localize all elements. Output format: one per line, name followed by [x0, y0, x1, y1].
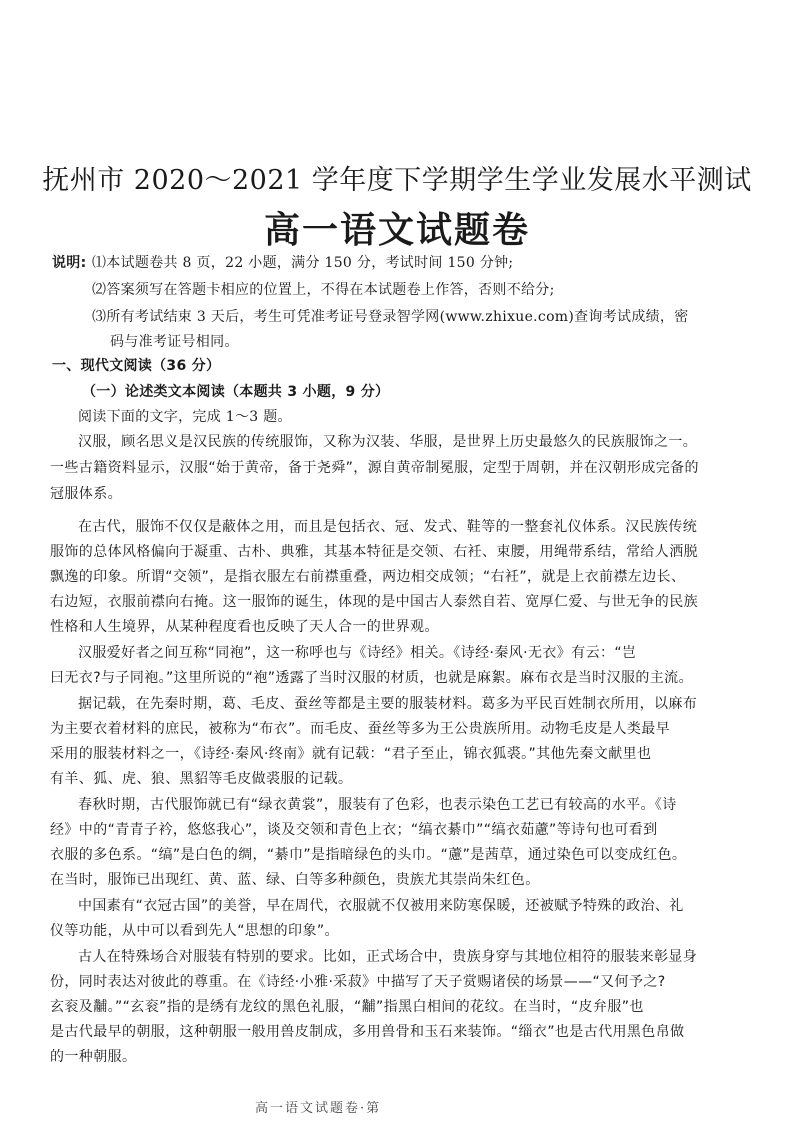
- passage-line: 的一种朝服。: [50, 1049, 137, 1065]
- passage-line: 春秋时期，古代服饰就已有“绿衣黄裳”，服装有了色彩，也表示染色工艺已有较高的水平。《诗: [78, 797, 677, 813]
- passage-line: 衣服的多色系。“缟”是白色的绸，“綦巾”是指暗绿色的头巾。“藘”是茜草，通过染色可以变成红色。: [50, 847, 687, 863]
- passage-line: 汉服爱好者之间互称“同袍”，这一称呼也与《诗经》相关。《诗经·秦风·无衣》有云：“岂: [78, 645, 637, 661]
- passage-line: 飘逸的印象。所谓“交领”，是指衣服左右前襟重叠，两边相交成领；“右衽”，就是上衣前襟左边长、: [50, 569, 686, 585]
- reading-prompt: 阅读下面的文字，完成 1～3 题。: [78, 409, 292, 425]
- instruction-item-2: ⑵答案须写在答题卡相应的位置上，不得在本试题卷上作答，否则不给分;: [92, 282, 555, 298]
- passage-line: 冠服体系。: [50, 486, 122, 502]
- passage-line: 性格和人生境界，从某种程度看也反映了天人合一的世界观。: [50, 619, 439, 635]
- page-footer: 高一语文试题卷·第: [255, 1101, 382, 1116]
- passage-line: 汉服，顾名思义是汉民族的传统服饰，又称为汉装、华服，是世界上历史最悠久的民族服饰之一。: [78, 434, 698, 450]
- exam-title: 抚州市 2020～2021 学年度下学期学生学业发展水平测试: [42, 165, 752, 196]
- section-heading: 一、现代文阅读（36 分）: [52, 358, 221, 374]
- passage-line: 为主要衣着材料的庶民，被称为“布衣”。而毛皮、蚕丝等多为王公贵族所用。动物毛皮是人类最早: [50, 721, 671, 737]
- instructions-label: 说明:: [52, 255, 87, 271]
- passage-line: 服饰的总体风格偏向于凝重、古朴、典雅，其基本特征是交领、右衽、束腰，用绳带系结，常给人洒脱: [50, 544, 698, 560]
- passage-line: 玄衮及黼。”“玄衮”指的是绣有龙纹的黑色礼服，“黼”指黑白相间的花纹。在当时，“皮弁服”也: [50, 999, 644, 1015]
- passage-line: 古人在特殊场合对服装有特别的要求。比如，正式场合中，贵族身穿与其地位相符的服装来彰显身: [78, 949, 698, 965]
- passage-line: 一些古籍资料显示，汉服“始于黄帝，备于尧舜”，源自黄帝制冕服，定型于周朝，并在汉朝形成完备的: [50, 460, 699, 476]
- passage-line: 据记载，在先秦时期，葛、毛皮、蚕丝等都是主要的服装材料。葛多为平民百姓制衣所用，以麻布: [78, 696, 698, 712]
- passage-line: 右边短，衣服前襟向右掩。这一服饰的诞生，体现的是中国古人泰然自若、宽厚仁爱、与世无争的民族: [50, 594, 698, 610]
- paper-subtitle: 高一语文试题卷: [263, 210, 530, 251]
- section-subheading: （一）论述类文本阅读（本题共 3 小题，9 分）: [82, 384, 390, 400]
- instruction-item-3-cont: 码与准考证号相同。: [110, 334, 239, 350]
- instruction-item-1: ⑴本试题卷共 8 页，22 小题，满分 150 分，考试时间 150 分钟;: [92, 255, 514, 271]
- passage-line: 曰无衣?与子同袍。”这里所说的“袍”透露了当时汉服的材质，也就是麻絮。麻布衣是当时汉服的主流。: [50, 670, 693, 686]
- passage-line: 在古代，服饰不仅仅是蔽体之用，而且是包括衣、冠、发式、鞋等的一整套礼仪体系。汉民族传统: [78, 519, 698, 535]
- passage-line: 份，同时表达对彼此的尊重。在《诗经·小雅·采菽》中描写了天子赏赐诸侯的场景——“又何予之?: [50, 974, 666, 990]
- passage-line: 在当时，服饰已出现红、黄、蓝、绿、白等多种颜色，贵族尤其崇尚朱红色。: [50, 872, 540, 888]
- passage-line: 经》中的“青青子衿，悠悠我心”，谈及交领和青色上衣；“缟衣綦巾”“缟衣茹藘”等诗句也可看到: [50, 822, 658, 838]
- passage-line: 有羊、狐、虎、狼、黑貂等毛皮做裘服的记载。: [50, 771, 353, 787]
- passage-line: 采用的服装材料之一，《诗经·秦风·终南》就有记载：“君子至止，锦衣狐裘。”其他先秦文献里也: [50, 746, 652, 762]
- passage-line: 是古代最早的朝服，这种朝服一般用兽皮制成，多用兽骨和玉石来装饰。“缁衣”也是古代用黑色帛做: [50, 1024, 685, 1040]
- instruction-item-3: ⑶所有考试结束 3 天后，考生可凭准考证号登录智学网(www.zhixue.com)查询考试成绩，密: [92, 309, 689, 325]
- passage-line: 中国素有“衣冠古国”的美誉，早在周代，衣服就不仅被用来防寒保暖，还被赋予特殊的政治、礼: [78, 898, 684, 914]
- passage-line: 仪等功能，从中可以看到先人“思想的印象”。: [50, 923, 339, 939]
